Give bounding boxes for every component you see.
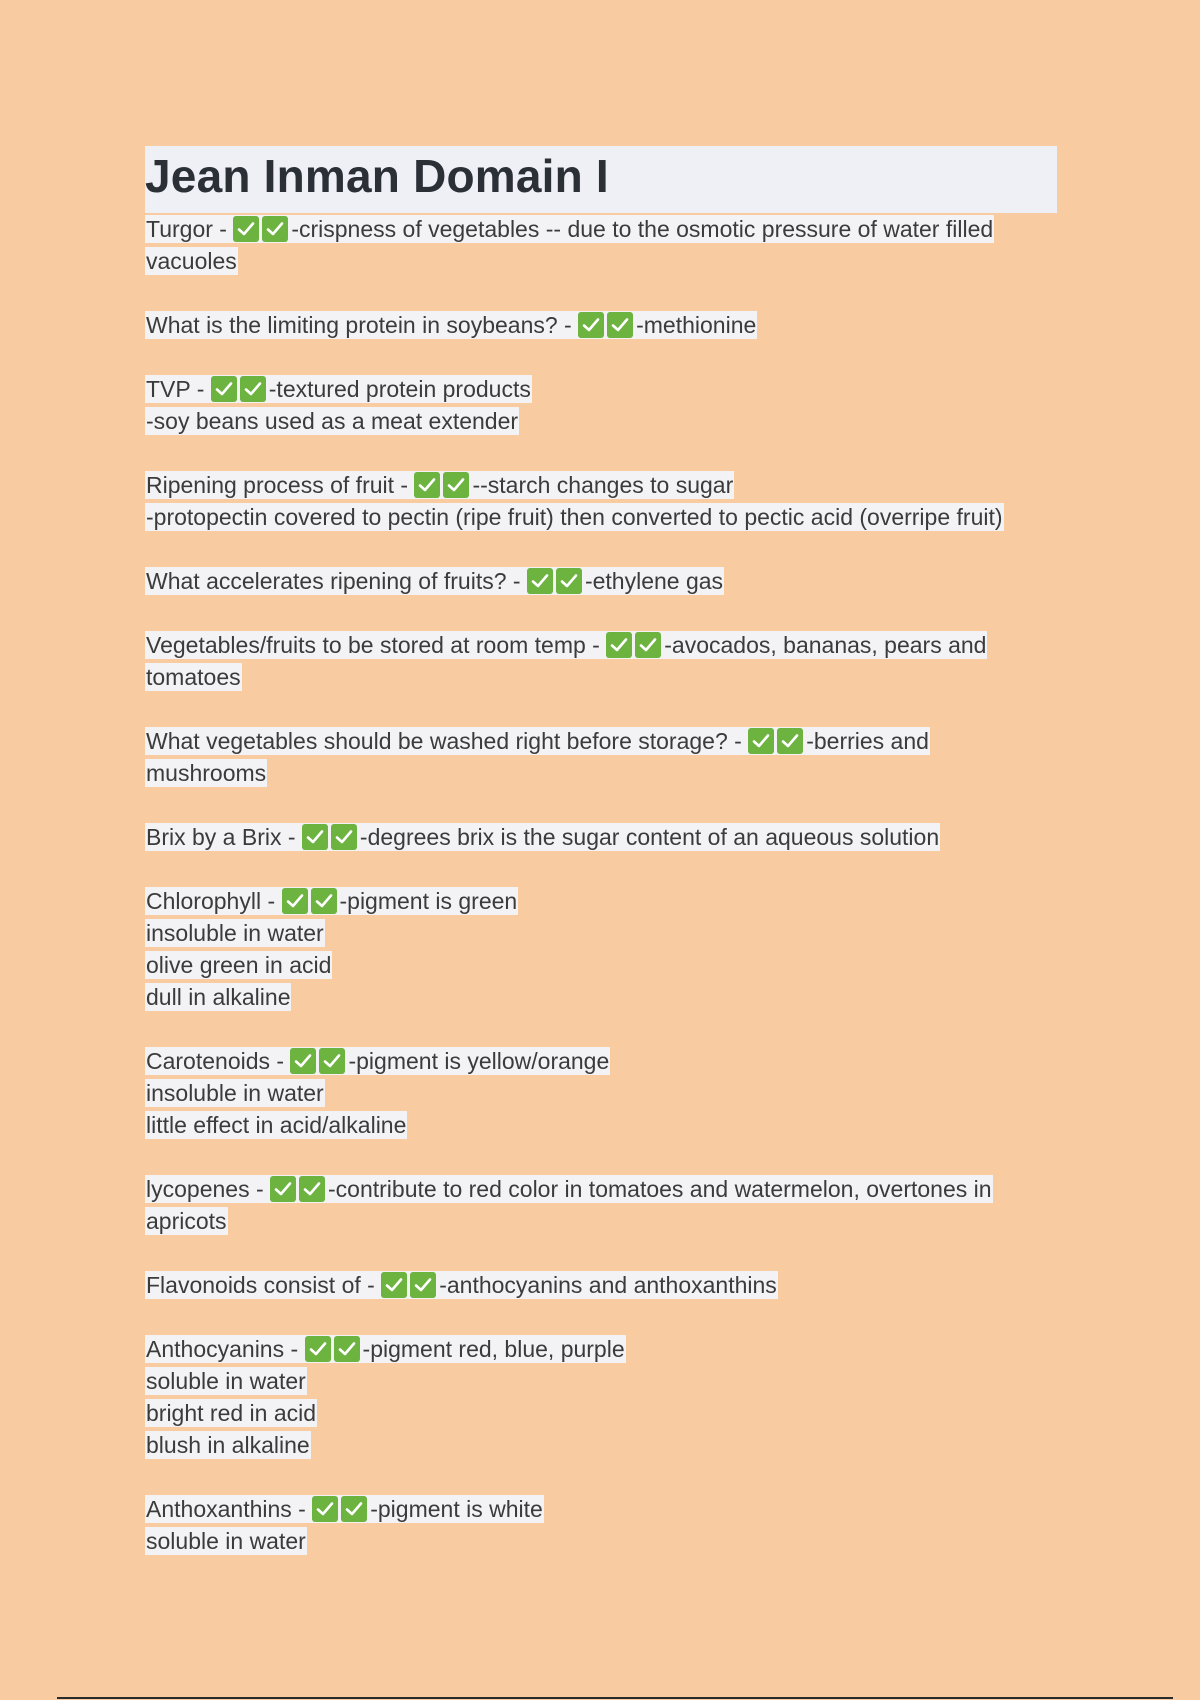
flashcard <box>145 725 1057 789</box>
flashcard-answer: -degrees brix is the sugar content of an aqueous solution <box>359 824 940 850</box>
flashcard-answer: -ethylene gas <box>584 568 724 594</box>
document-page <box>145 146 1057 1589</box>
flashcard-term: What vegetables should be washed right before storage? - <box>146 728 749 754</box>
flashcard <box>145 309 1057 341</box>
flashcard-answer: -crispness of vegetables -- due to the osmotic pressure of water filled <box>291 216 994 242</box>
flashcard-answer-line <box>145 1397 1057 1429</box>
highlighted-text: insoluble in water <box>146 920 324 946</box>
check-mark-icon <box>381 1272 407 1298</box>
flashcard-first-line <box>145 1173 1057 1205</box>
highlighted-text <box>145 1047 610 1075</box>
highlighted-text <box>145 631 987 659</box>
highlighted-text: insoluble in water <box>146 1080 324 1106</box>
flashcard-first-line <box>145 469 1057 501</box>
check-mark-icon <box>414 472 440 498</box>
highlighted-text <box>145 1495 544 1523</box>
highlighted-text <box>145 375 532 403</box>
flashcard-answer: -anthocyanins and anthoxanthins <box>439 1272 777 1298</box>
check-mark-icon <box>311 888 337 914</box>
flashcard-answer-line <box>145 661 1057 693</box>
flashcard-answer-line <box>145 501 1057 533</box>
check-mark-icon <box>607 312 633 338</box>
check-mark-icon <box>527 568 553 594</box>
flashcard-answer-line <box>145 949 1057 981</box>
highlighted-text: mushrooms <box>146 760 267 786</box>
check-mark-icon <box>290 1048 316 1074</box>
flashcard-term: Vegetables/fruits to be stored at room temp - <box>146 632 607 658</box>
check-mark-icon <box>334 1336 360 1362</box>
highlighted-text <box>145 1271 778 1299</box>
flashcard-term: Ripening process of fruit - <box>146 472 415 498</box>
flashcard-answer: -contribute to red color in tomatoes and watermelon, overtones in <box>328 1176 992 1202</box>
highlighted-text <box>145 1335 626 1363</box>
check-mark-icon <box>312 1496 338 1522</box>
flashcard <box>145 1493 1057 1557</box>
check-mark-icon <box>299 1176 325 1202</box>
flashcard-answer: -pigment is white <box>370 1496 543 1522</box>
highlighted-text <box>145 471 734 499</box>
flashcard-term: What is the limiting protein in soybeans? - <box>146 312 579 338</box>
page-divider <box>57 1697 1173 1699</box>
flashcard-answer-line <box>145 245 1057 277</box>
flashcard <box>145 1269 1057 1301</box>
highlighted-text <box>145 887 518 915</box>
check-mark-icon <box>578 312 604 338</box>
flashcard-answer: -textured protein products <box>268 376 531 402</box>
check-mark-icon <box>233 216 259 242</box>
flashcard <box>145 821 1057 853</box>
flashcard-first-line <box>145 373 1057 405</box>
highlighted-text: soluble in water <box>146 1528 306 1554</box>
flashcard-list <box>145 213 1057 1557</box>
highlighted-text <box>145 727 930 755</box>
flashcard-answer-line <box>145 1365 1057 1397</box>
highlighted-text: little effect in acid/alkaline <box>146 1112 407 1138</box>
flashcard-first-line <box>145 1045 1057 1077</box>
flashcard-answer-line <box>145 1525 1057 1557</box>
highlighted-text <box>145 567 724 595</box>
flashcard-term: Anthoxanthins - <box>146 1496 313 1522</box>
flashcard-term: Brix by a Brix - <box>146 824 302 850</box>
check-mark-icon <box>777 728 803 754</box>
check-mark-icon <box>748 728 774 754</box>
check-mark-icon <box>262 216 288 242</box>
highlighted-text <box>145 823 940 851</box>
flashcard-term: lycopenes - <box>146 1176 271 1202</box>
highlighted-text <box>145 1175 993 1203</box>
highlighted-text: olive green in acid <box>146 952 332 978</box>
flashcard-answer-line <box>145 917 1057 949</box>
flashcard-answer: -methionine <box>636 312 757 338</box>
highlighted-text: -soy beans used as a meat extender <box>146 408 519 434</box>
highlighted-text: blush in alkaline <box>146 1432 310 1458</box>
highlighted-text: dull in alkaline <box>146 984 291 1010</box>
check-mark-icon <box>635 632 661 658</box>
check-mark-icon <box>319 1048 345 1074</box>
flashcard <box>145 629 1057 693</box>
check-mark-icon <box>305 1336 331 1362</box>
check-mark-icon <box>331 824 357 850</box>
highlighted-text: bright red in acid <box>146 1400 317 1426</box>
check-mark-icon <box>606 632 632 658</box>
check-mark-icon <box>443 472 469 498</box>
flashcard-first-line <box>145 629 1057 661</box>
flashcard <box>145 885 1057 1013</box>
flashcard-answer-line <box>145 1205 1057 1237</box>
flashcard-first-line <box>145 725 1057 757</box>
flashcard-term: Chlorophyll - <box>146 888 282 914</box>
check-mark-icon <box>341 1496 367 1522</box>
flashcard <box>145 1173 1057 1237</box>
title-bar <box>145 146 1057 213</box>
highlighted-text: -protopectin covered to pectin (ripe fruit) then converted to pectic acid (overripe fruit) <box>146 504 1003 530</box>
highlighted-text <box>145 311 757 339</box>
flashcard-first-line <box>145 1269 1057 1301</box>
flashcard-answer: -pigment is yellow/orange <box>348 1048 610 1074</box>
highlighted-text: apricots <box>146 1208 227 1234</box>
check-mark-icon <box>302 824 328 850</box>
flashcard-first-line <box>145 1493 1057 1525</box>
flashcard-term: TVP - <box>146 376 211 402</box>
highlighted-text <box>145 215 994 243</box>
flashcard <box>145 565 1057 597</box>
flashcard-first-line <box>145 309 1057 341</box>
flashcard-first-line <box>145 565 1057 597</box>
flashcard-answer-line <box>145 1077 1057 1109</box>
check-mark-icon <box>556 568 582 594</box>
flashcard-term: Carotenoids - <box>146 1048 291 1074</box>
check-mark-icon <box>211 376 237 402</box>
flashcard-first-line <box>145 1333 1057 1365</box>
check-mark-icon <box>410 1272 436 1298</box>
flashcard-answer-line <box>145 1429 1057 1461</box>
flashcard <box>145 213 1057 277</box>
check-mark-icon <box>240 376 266 402</box>
flashcard <box>145 1045 1057 1141</box>
flashcard-answer: -pigment is green <box>339 888 518 914</box>
flashcard-answer: -avocados, bananas, pears and <box>664 632 987 658</box>
flashcard <box>145 373 1057 437</box>
check-mark-icon <box>270 1176 296 1202</box>
flashcard-answer-line <box>145 1109 1057 1141</box>
flashcard <box>145 469 1057 533</box>
flashcard <box>145 1333 1057 1461</box>
flashcard-term: Flavonoids consist of - <box>146 1272 382 1298</box>
check-mark-icon <box>282 888 308 914</box>
highlighted-text: soluble in water <box>146 1368 306 1394</box>
flashcard-term: Turgor - <box>146 216 234 242</box>
flashcard-first-line <box>145 821 1057 853</box>
highlighted-text: vacuoles <box>146 248 237 274</box>
flashcard-answer: -pigment red, blue, purple <box>362 1336 625 1362</box>
flashcard-term: What accelerates ripening of fruits? - <box>146 568 527 594</box>
document-title: Jean Inman Domain I <box>145 150 609 202</box>
flashcard-answer: -berries and <box>806 728 929 754</box>
flashcard-first-line <box>145 213 1057 245</box>
flashcard-answer-line <box>145 981 1057 1013</box>
highlighted-text: tomatoes <box>146 664 241 690</box>
flashcard-term: Anthocyanins - <box>146 1336 305 1362</box>
flashcard-answer: --starch changes to sugar <box>472 472 734 498</box>
flashcard-answer-line <box>145 757 1057 789</box>
flashcard-first-line <box>145 885 1057 917</box>
flashcard-answer-line <box>145 405 1057 437</box>
